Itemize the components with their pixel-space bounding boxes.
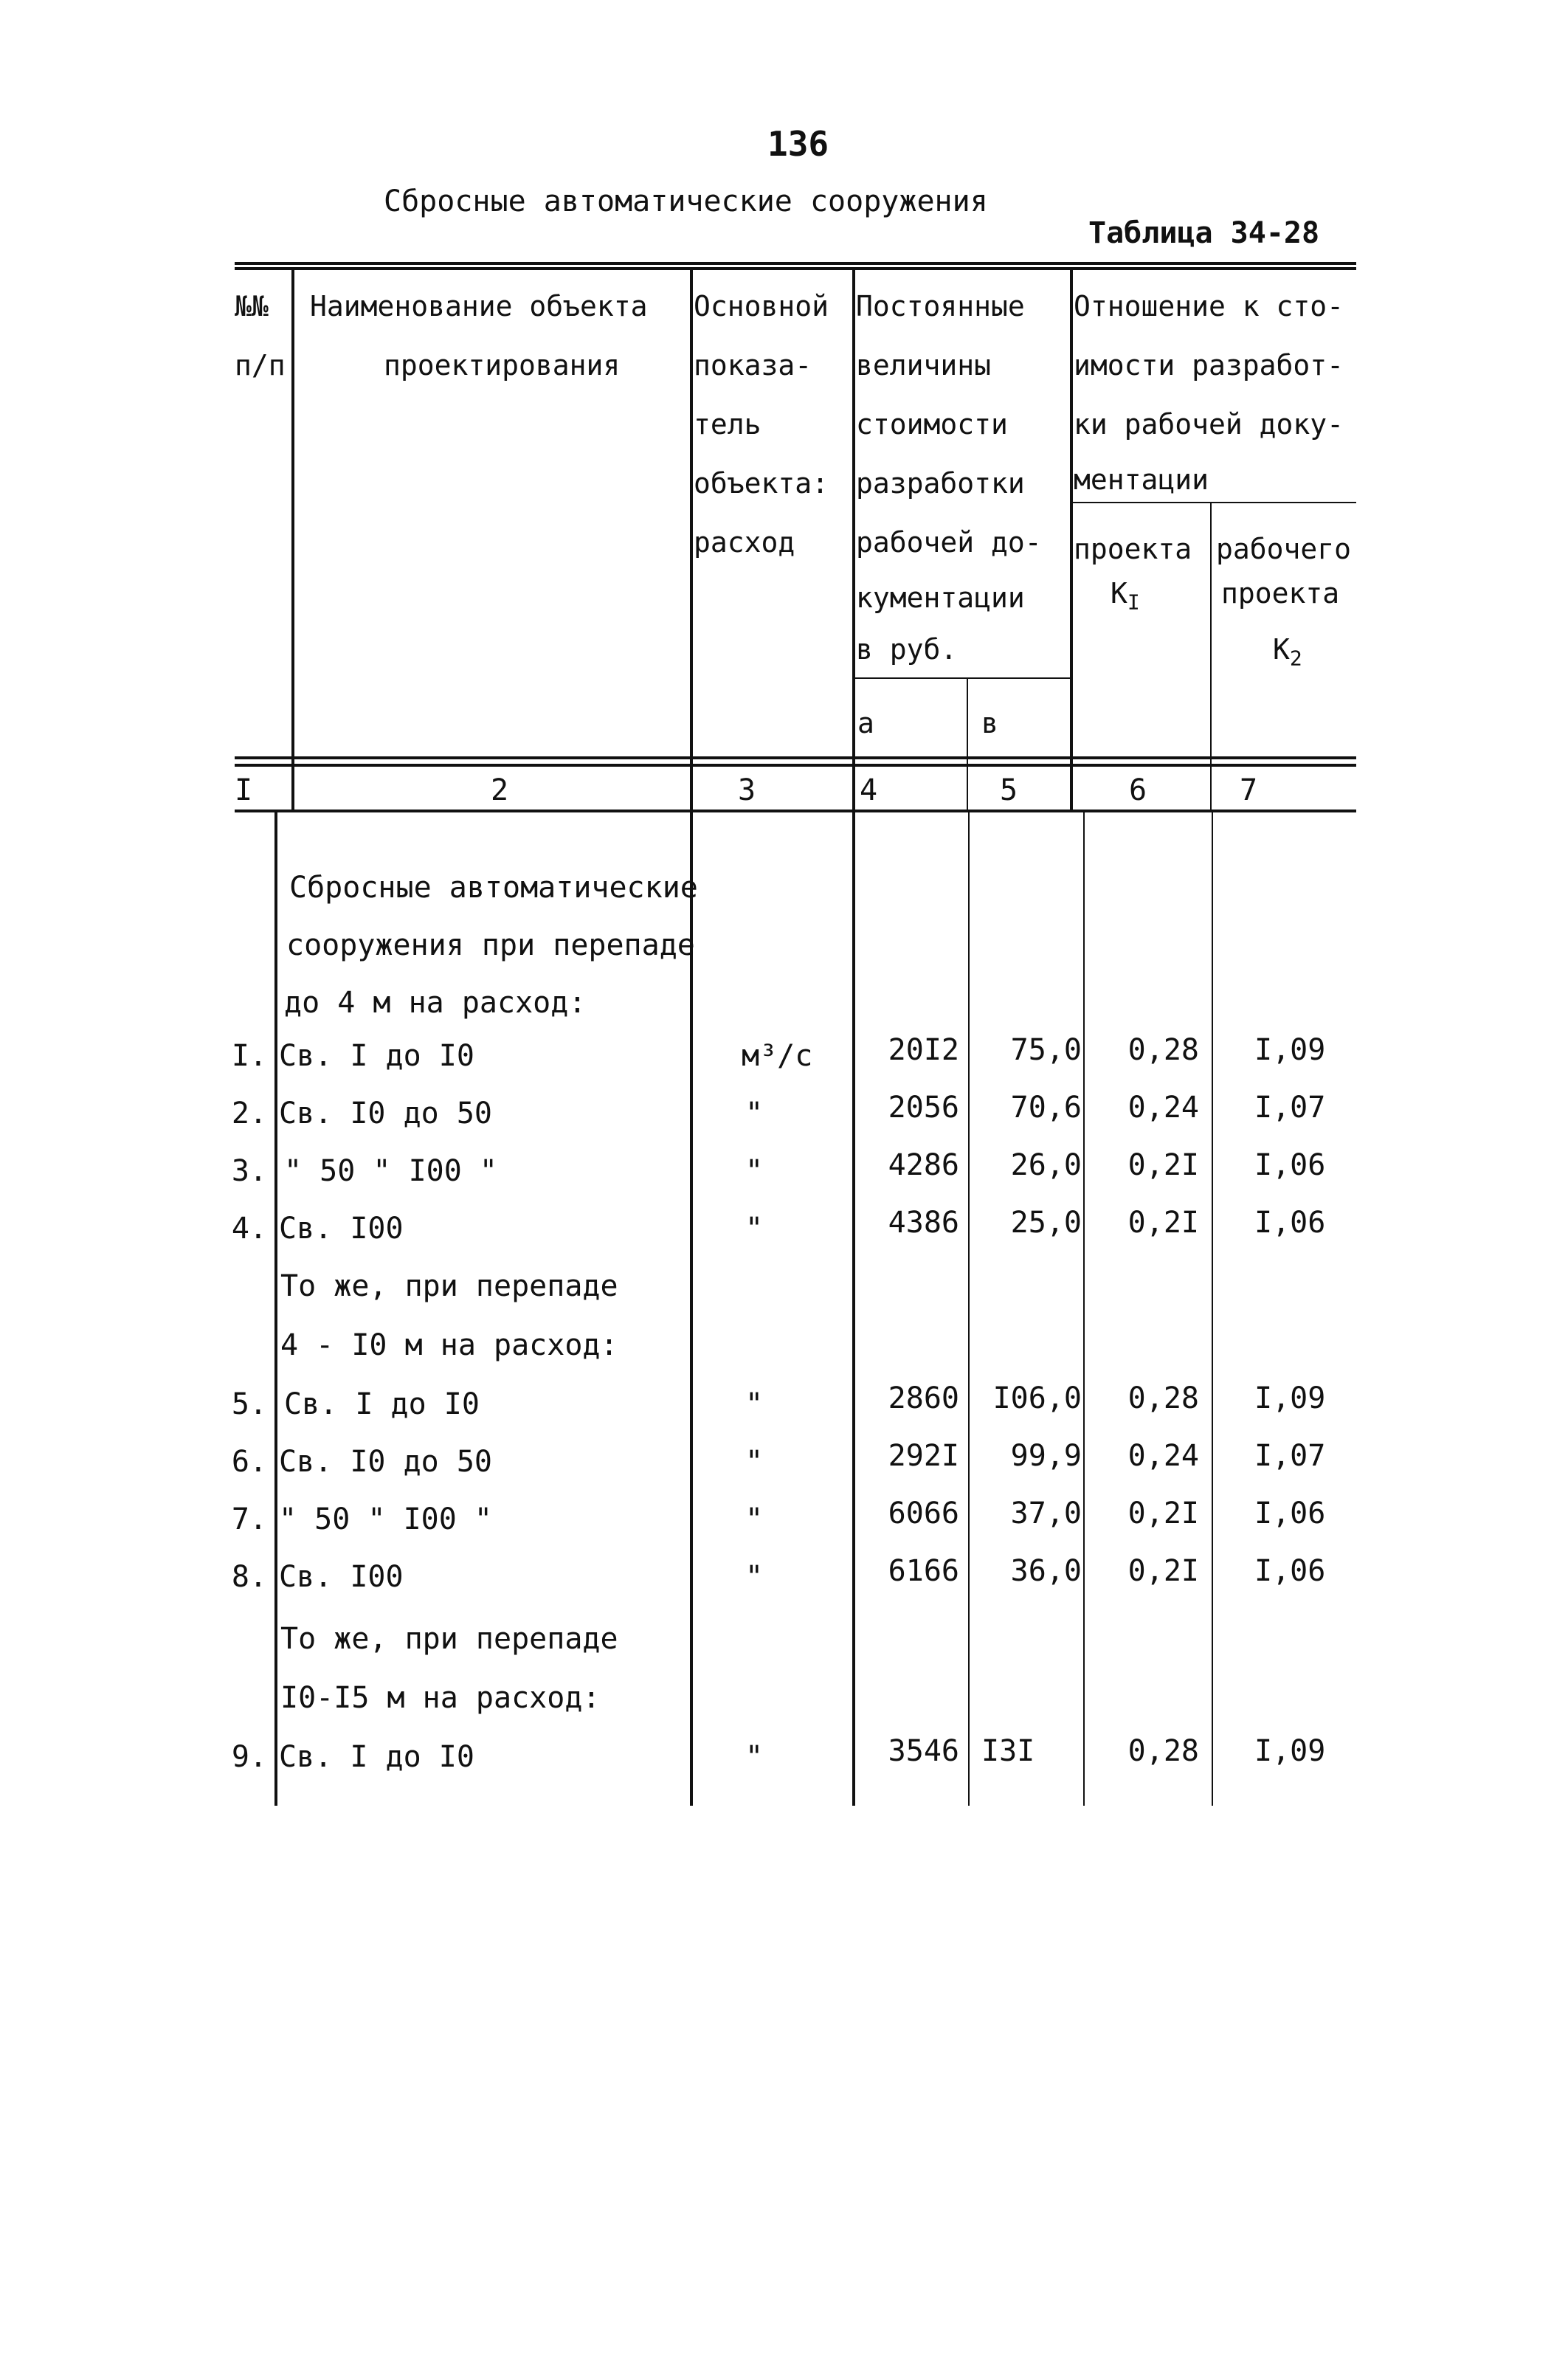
- row-value-a: 20I2: [888, 1033, 959, 1067]
- row-name: Св. I00: [279, 1560, 404, 1594]
- document-title: Сбросные автоматические сооружения: [384, 184, 988, 218]
- row-k2: I,09: [1254, 1381, 1326, 1415]
- row-unit: ": [745, 1445, 764, 1479]
- row-value-a: 3546: [888, 1734, 959, 1768]
- row-unit: ": [745, 1740, 764, 1774]
- row-value-a: 4386: [888, 1206, 959, 1240]
- header-col45-line1: Постоянные: [856, 290, 1025, 322]
- row-k1: 0,28: [1127, 1033, 1199, 1067]
- row-value-b: 36,0: [1010, 1554, 1082, 1588]
- row-k2: I,06: [1254, 1554, 1326, 1588]
- row-name: Св. I до I0: [284, 1387, 480, 1421]
- row-name: Св. I до I0: [279, 1039, 474, 1073]
- row-name: Св. I до I0: [279, 1740, 474, 1774]
- section-3-heading-line1: То же, при перепаде: [280, 1622, 618, 1656]
- row-k2: I,07: [1254, 1091, 1326, 1125]
- header-col3-line4: объекта:: [694, 467, 829, 500]
- row-value-b: 99,9: [1010, 1439, 1082, 1473]
- row-name: Св. I0 до 50: [279, 1445, 492, 1479]
- row-value-b: I3I: [981, 1734, 1035, 1768]
- header-col2-line2: проектирования: [384, 349, 621, 382]
- row-value-b: 75,0: [1010, 1033, 1082, 1067]
- row-k1: 0,2I: [1127, 1148, 1199, 1182]
- header-col45-line7: в руб.: [856, 633, 958, 666]
- header-col3-line3: тель: [694, 408, 761, 441]
- table-label: Таблица 34-28: [1088, 216, 1320, 250]
- row-unit: ": [745, 1154, 764, 1188]
- row-value-a: 2860: [888, 1381, 959, 1415]
- section-2-heading-line1: То же, при перепаде: [280, 1269, 618, 1303]
- row-value-b: I06,0: [992, 1381, 1082, 1415]
- row-k2: I,07: [1254, 1439, 1326, 1473]
- row-k1: 0,2I: [1127, 1497, 1199, 1530]
- column-number-6: 6: [1129, 773, 1147, 807]
- row-value-a: 2056: [888, 1091, 959, 1125]
- row-k1: 0,28: [1127, 1381, 1199, 1415]
- row-k2: I,06: [1254, 1497, 1326, 1530]
- row-unit: ": [745, 1212, 764, 1246]
- column-number-5: 5: [1000, 773, 1018, 807]
- header-col67-line2: имости разработ-: [1074, 349, 1344, 382]
- header-col7-line1: рабочего: [1216, 533, 1352, 565]
- row-name: Св. I00: [279, 1212, 404, 1246]
- row-number: 7.: [231, 1502, 267, 1536]
- row-name: " 50 " I00 ": [279, 1502, 492, 1536]
- row-k2: I,06: [1254, 1206, 1326, 1240]
- row-value-a: 6166: [888, 1554, 959, 1588]
- row-number: 6.: [231, 1445, 267, 1479]
- row-k1: 0,2I: [1127, 1206, 1199, 1240]
- row-k1: 0,28: [1127, 1734, 1199, 1768]
- section-1-heading-line1: Сбросные автоматические: [289, 871, 698, 905]
- section-1-heading-line2: сооружения при перепаде: [286, 928, 695, 962]
- row-unit: м³/с: [742, 1039, 813, 1073]
- header-col67-line3: ки рабочей доку-: [1074, 408, 1344, 441]
- row-number: 5.: [231, 1387, 267, 1421]
- row-unit: ": [745, 1387, 764, 1421]
- row-k2: I,06: [1254, 1148, 1326, 1182]
- header-col3-line1: Основной: [694, 290, 829, 322]
- row-name: " 50 " I00 ": [284, 1154, 497, 1188]
- header-col67-line4: ментации: [1074, 463, 1209, 496]
- section-1-heading-line3: до 4 м на расход:: [284, 986, 587, 1020]
- row-value-a: 6066: [888, 1497, 959, 1530]
- header-col45-line2: величины: [856, 349, 992, 382]
- row-value-b: 25,0: [1010, 1206, 1082, 1240]
- row-name: Св. I0 до 50: [279, 1097, 492, 1131]
- header-col2-line1: Наименование объекта: [310, 290, 648, 322]
- header-col45-line3: стоимости: [856, 408, 1008, 441]
- column-number-1: I: [235, 773, 253, 807]
- section-3-heading-line2: I0-I5 м на расход:: [280, 1681, 601, 1715]
- row-k2: I,09: [1254, 1734, 1326, 1768]
- row-value-b: 70,6: [1010, 1091, 1082, 1125]
- column-number-7: 7: [1240, 773, 1258, 807]
- row-value-a: 4286: [888, 1148, 959, 1182]
- header-col6-k: $К_I$: [1111, 577, 1140, 615]
- row-unit: ": [745, 1097, 764, 1131]
- page-number: 136: [767, 124, 829, 164]
- row-k1: 0,2I: [1127, 1554, 1199, 1588]
- row-number: 2.: [231, 1097, 267, 1131]
- row-value-a: 292I: [888, 1439, 959, 1473]
- row-value-b: 26,0: [1010, 1148, 1082, 1182]
- header-col45-line4: разработки: [856, 467, 1025, 500]
- header-col7-line2: проекта: [1221, 577, 1340, 610]
- row-number: I.: [231, 1039, 267, 1073]
- section-2-heading-line2: 4 - I0 м на расход:: [280, 1328, 618, 1362]
- row-number: 4.: [231, 1212, 267, 1246]
- row-number: 3.: [231, 1154, 267, 1188]
- row-unit: ": [745, 1502, 764, 1536]
- header-col4-sub: а: [857, 707, 874, 739]
- column-number-2: 2: [491, 773, 509, 807]
- row-number: 8.: [231, 1560, 267, 1594]
- column-number-3: 3: [738, 773, 756, 807]
- header-col1-line2: п/п: [235, 349, 286, 382]
- header-col3-line5: расход: [694, 526, 795, 559]
- row-k2: I,09: [1254, 1033, 1326, 1067]
- header-col6-line1: проекта: [1074, 533, 1192, 565]
- header-col5-sub: в: [981, 707, 998, 739]
- header-col3-line2: показа-: [694, 349, 812, 382]
- row-unit: ": [745, 1560, 764, 1594]
- header-col67-line1: Отношение к сто-: [1074, 290, 1344, 322]
- row-k1: 0,24: [1127, 1439, 1199, 1473]
- header-col45-line6: кументации: [856, 581, 1025, 614]
- row-value-b: 37,0: [1010, 1497, 1082, 1530]
- row-number: 9.: [231, 1740, 267, 1774]
- row-k1: 0,24: [1127, 1091, 1199, 1125]
- column-number-4: 4: [860, 773, 878, 807]
- header-col7-k: $К_2$: [1273, 633, 1302, 671]
- header-col1-line1: №№: [235, 290, 269, 322]
- header-col45-line5: рабочей до-: [856, 526, 1042, 559]
